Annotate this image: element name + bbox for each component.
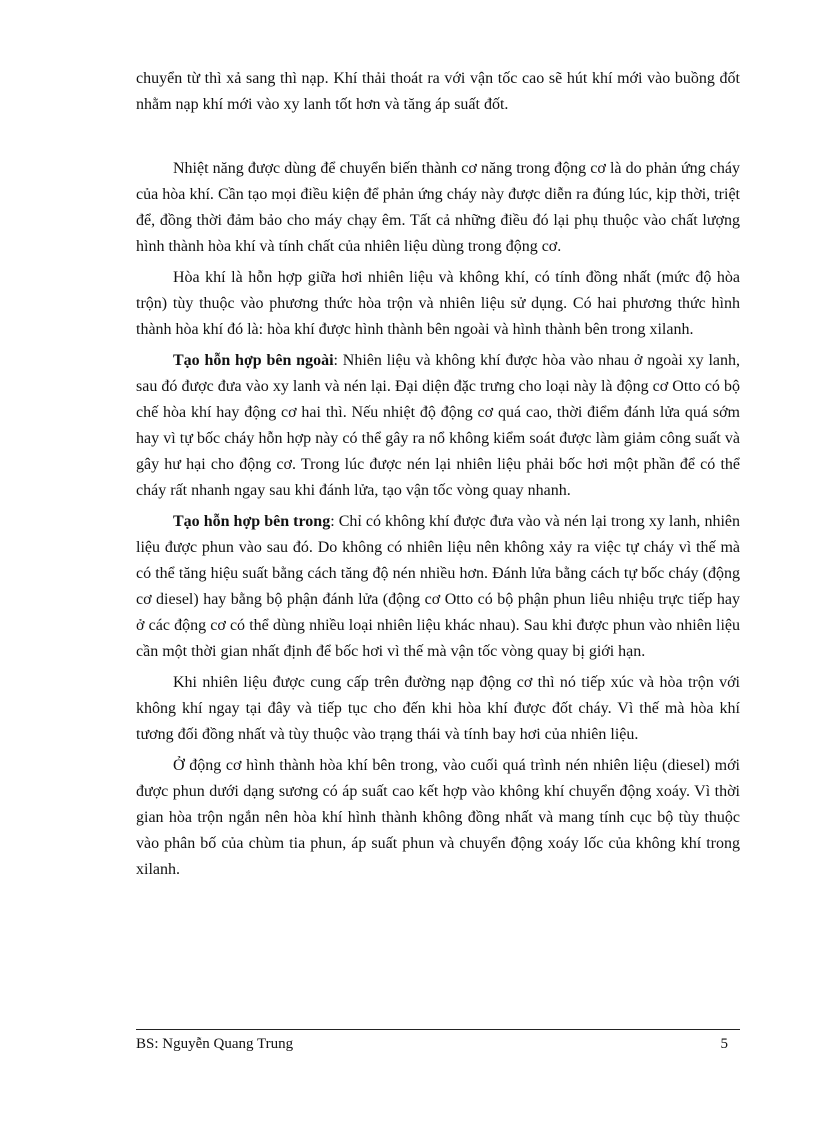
page-number: 5 [720,1036,728,1052]
paragraph-6: Khi nhiên liệu được cung cấp trên đường nạp động cơ thì nó tiếp xúc và hòa trộn với không khí ngay tại đây và tiếp tục cho đến khi hòa khí được đốt cháy. Vì thế mà hòa khí tương đối đồng nhất và tùy thuộc vào trạng thái và tính bay hơi của nhiên liệu. [136,674,740,743]
paragraph-1: chuyển từ thì xả sang thì nạp. Khí thải thoát ra với vận tốc cao sẽ hút khí mới vào buồng đốt nhằm nạp khí mới vào xy lanh tốt hơn và tăng áp suất đốt. [136,70,740,113]
paragraph-2: Nhiệt năng được dùng để chuyển biến thành cơ năng trong động cơ là do phản ứng cháy của hòa khí. Cần tạo mọi điều kiện để phản ứng cháy này được diễn ra đúng lúc, kịp thời, triệt để, đồng thời đảm bảo cho máy chạy êm. Tất cả những điều đó lại phụ thuộc vào chất lượng hình thành hòa khí và tính chất của nhiên liệu dùng trong động cơ. [136,160,740,255]
paragraph-4 [136,348,740,504]
paragraph-5 [136,509,740,665]
paragraph-3: Hòa khí là hỗn hợp giữa hơi nhiên liệu và không khí, có tính đồng nhất (mức độ hòa trộn) tùy thuộc vào phương thức hòa trộn và nhiên liệu sử dụng. Có hai phương thức hình thành hòa khí đó là: hòa khí được hình thành bên ngoài và hình thành bên trong xilanh. [136,269,740,338]
paragraph-5-text: : Chỉ có không khí được đưa vào và nén lại trong xy lanh, nhiên liệu được phun vào sau đó. Do không có nhiên liệu nên không xảy ra việc tự cháy vì thế mà có thể tăng hiệu suất bằng cách tăng độ nén nhiều hơn. Đánh lửa bằng cách tự bốc cháy (động cơ diesel) hay bằng bộ phận đánh lửa (động cơ Otto có bộ phận phun liêu nhiệu trực tiếp hay ở các động cơ có thể dùng nhiều loại nhiên liệu khác nhau). Sau khi được phun vào nhiên liệu cần một thời gian nhất định để bốc hơi vì thế mà vận tốc vòng quay bị giới hạn. [136,513,741,660]
page-footer [136,1034,740,1054]
footer-divider [136,1029,740,1030]
paragraph-7: Ở động cơ hình thành hòa khí bên trong, vào cuối quá trình nén nhiên liệu (diesel) mới được phun dưới dạng sương có áp suất cao kết hợp vào không khí chuyển động xoáy. Vì thời gian hòa trộn ngắn nên hòa khí hình thành không đồng nhất và mang tính cục bộ tùy thuộc vào phân bố của chùm tia phun, áp suất phun và chuyển động xoáy lốc của không khí trong xilanh. [136,757,740,878]
heading-external-mixture: Tạo hỗn hợp bên ngoài [173,352,334,369]
document-body [136,66,740,883]
paragraph-4-text: : Nhiên liệu và không khí được hòa vào nhau ở ngoài xy lanh, sau đó được đưa vào xy lanh và nén lại. Đại diện đặc trưng cho loại này là động cơ Otto có bộ chế hòa khí hay động cơ hai thì. Nếu nhiệt độ động cơ quá cao, thời điểm đánh lửa quá sớm hay vì tự bốc cháy hỗn hợp này có thể gây ra nổ không kiểm soát được làm giảm công suất và gây hư hại cho động cơ. Trong lúc được nén lại nhiên liệu phải bốc hơi một phần để có thể cháy rất nhanh ngay sau khi đánh lửa, tạo vận tốc vòng quay nhanh. [136,352,740,499]
heading-internal-mixture: Tạo hỗn hợp bên trong [173,513,331,530]
footer-author: BS: Nguyễn Quang Trung [136,1036,294,1052]
